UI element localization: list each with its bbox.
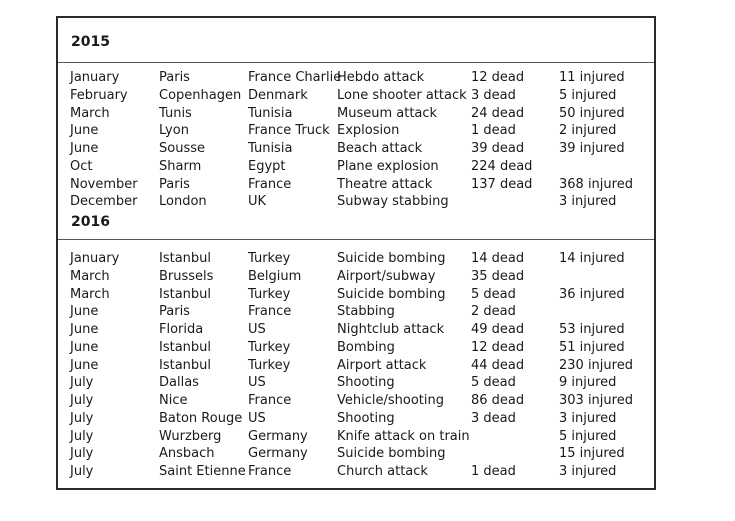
attack-injured-count: 5 injured [559,428,617,444]
attack-city: Florida [159,322,204,337]
attack-month: July [70,446,94,462]
attack-injured-count: 50 injured [559,105,625,121]
attack-type: Church attack [337,464,428,479]
attack-city: Istanbul [159,357,212,373]
attack-type: Stabbing [337,304,395,320]
attack-month: July [70,393,94,408]
attack-month: December [70,194,138,210]
attack-city: Saint Etienne [159,464,246,479]
attack-country: Germany [248,428,308,444]
attack-injured-count: 3 injured [559,464,617,479]
attack-injured-count: 5 injured [559,87,617,103]
attack-city: Brussels [159,268,214,284]
attack-city: Sharm [159,158,202,174]
attack-type: Vehicle/shooting [337,393,444,408]
attack-dead-count: 12 dead [471,339,525,355]
table-row [58,445,654,463]
table-row [58,105,654,123]
attack-type: Nightclub attack [337,322,445,337]
table-row [58,140,654,158]
attack-country: Turkey [248,357,291,373]
table-row [58,410,654,428]
table-row [58,392,654,410]
attack-type: Lone shooter attack [337,87,467,103]
attack-country: Tunisia [248,105,293,121]
attack-month: June [70,304,99,320]
attack-dead-count: 35 dead [471,268,525,284]
attack-dead-count: 1 dead [471,123,516,139]
attack-city: Nice [159,393,188,408]
attack-type: Museum attack [337,105,438,121]
attack-country: US [248,410,266,426]
attack-month: March [70,268,110,284]
attacks-table-frame [56,16,656,490]
attack-dead-count: 44 dead [471,357,525,373]
table-row [58,176,654,194]
attack-injured-count: 11 injured [559,70,625,85]
rows-2015 [58,69,654,211]
attack-country: Germany [248,446,308,462]
attack-month: November [70,176,138,192]
section-divider [58,239,654,240]
attack-type: Airport attack [337,357,427,373]
attack-city: Dallas [159,375,199,391]
attack-city: Paris [159,304,190,320]
table-row [58,286,654,304]
attack-country: Denmark [248,87,308,103]
attack-dead-count: 1 dead [471,464,516,479]
attack-country: US [248,375,266,391]
attack-month: June [70,322,99,337]
year-heading-2015: 2015 [71,34,110,50]
attack-city: Baton Rouge [159,410,243,426]
attack-country: Turkey [248,251,291,266]
attack-month: March [70,105,110,121]
attack-type: Airport/subway [337,268,436,284]
year-heading-2016: 2016 [71,214,110,230]
section-divider [58,62,654,63]
attack-city: London [159,194,207,210]
attack-month: June [70,339,99,355]
attack-injured-count: 36 injured [559,286,625,302]
attack-month: June [70,123,99,139]
attack-city: Lyon [159,123,189,139]
attack-month: June [70,357,99,373]
table-row [58,69,654,87]
attack-country: France [248,304,292,320]
attack-type: Shooting [337,375,395,391]
attack-city: Ansbach [159,446,215,462]
table-row [58,374,654,392]
table-row [58,321,654,339]
attack-injured-count: 14 injured [559,251,625,266]
attack-dead-count: 49 dead [471,322,525,337]
attack-type: Theatre attack [337,176,433,192]
attack-dead-count: 39 dead [471,141,525,156]
attack-injured-count: 15 injured [559,446,625,462]
table-row [58,357,654,375]
attack-dead-count: 3 dead [471,87,516,103]
attack-dead-count: 12 dead [471,70,525,85]
attack-type: Knife attack on train [337,428,470,444]
attack-type: Plane explosion [337,158,439,174]
table-row [58,250,654,268]
attack-injured-count: 303 injured [559,393,633,408]
table-row [58,268,654,286]
attack-country: UK [248,194,267,210]
attack-city: Istanbul [159,339,212,355]
attack-city: Paris [159,176,190,192]
attack-injured-count: 3 injured [559,410,617,426]
attack-injured-count: 39 injured [559,141,625,156]
attack-type: Suicide bombing [337,446,446,462]
attack-city: Tunis [159,105,192,121]
attack-city: Copenhagen [159,87,242,103]
table-row [58,193,654,211]
attack-country: Egypt [248,158,286,174]
attack-injured-count: 51 injured [559,339,625,355]
attack-city: Wurzberg [159,428,222,444]
rows-2016 [58,250,654,481]
attack-injured-count: 368 injured [559,176,633,192]
attack-type: Shooting [337,410,395,426]
table-row [58,122,654,140]
attack-injured-count: 9 injured [559,375,617,391]
attack-month: January [70,70,120,85]
attack-dead-count: 3 dead [471,410,516,426]
attack-injured-count: 230 injured [559,357,633,373]
attack-dead-count: 137 dead [471,176,533,192]
attack-dead-count: 5 dead [471,375,516,391]
table-row [58,303,654,321]
attack-country: France Charlie [248,70,342,85]
attack-country: Turkey [248,286,291,302]
attack-country: France [248,176,292,192]
attack-month: Oct [70,158,93,174]
attack-type: Suicide bombing [337,251,446,266]
attack-month: January [70,251,120,266]
attack-injured-count: 3 injured [559,194,617,210]
attack-dead-count: 86 dead [471,393,525,408]
attack-month: July [70,464,94,479]
attack-city: Istanbul [159,251,212,266]
attack-month: March [70,286,110,302]
attack-month: July [70,375,94,391]
attack-dead-count: 5 dead [471,286,516,302]
attack-dead-count: 24 dead [471,105,525,121]
attack-type: Suicide bombing [337,286,446,302]
attack-type: Subway stabbing [337,194,449,210]
attack-dead-count: 2 dead [471,304,516,320]
attack-country: Turkey [248,339,291,355]
attack-injured-count: 53 injured [559,322,625,337]
attack-dead-count: 224 dead [471,158,533,174]
attack-month: February [70,87,128,103]
attack-city: Sousse [159,141,205,156]
table-row [58,463,654,481]
attack-type: Hebdo attack [337,70,425,85]
attack-dead-count: 14 dead [471,251,525,266]
attack-month: June [70,141,99,156]
attack-country: France [248,464,292,479]
attack-city: Paris [159,70,190,85]
table-row [58,428,654,446]
attack-country: US [248,322,266,337]
attack-type: Bombing [337,339,395,355]
attack-country: France Truck [248,123,330,139]
attack-injured-count: 2 injured [559,123,617,139]
table-row [58,339,654,357]
attack-country: Tunisia [248,141,293,156]
attack-type: Explosion [337,123,400,139]
table-row [58,158,654,176]
attack-type: Beach attack [337,141,423,156]
attack-month: July [70,410,94,426]
attack-country: France [248,393,292,408]
attack-country: Belgium [248,268,302,284]
table-row [58,87,654,105]
attack-city: Istanbul [159,286,212,302]
attack-month: July [70,428,94,444]
